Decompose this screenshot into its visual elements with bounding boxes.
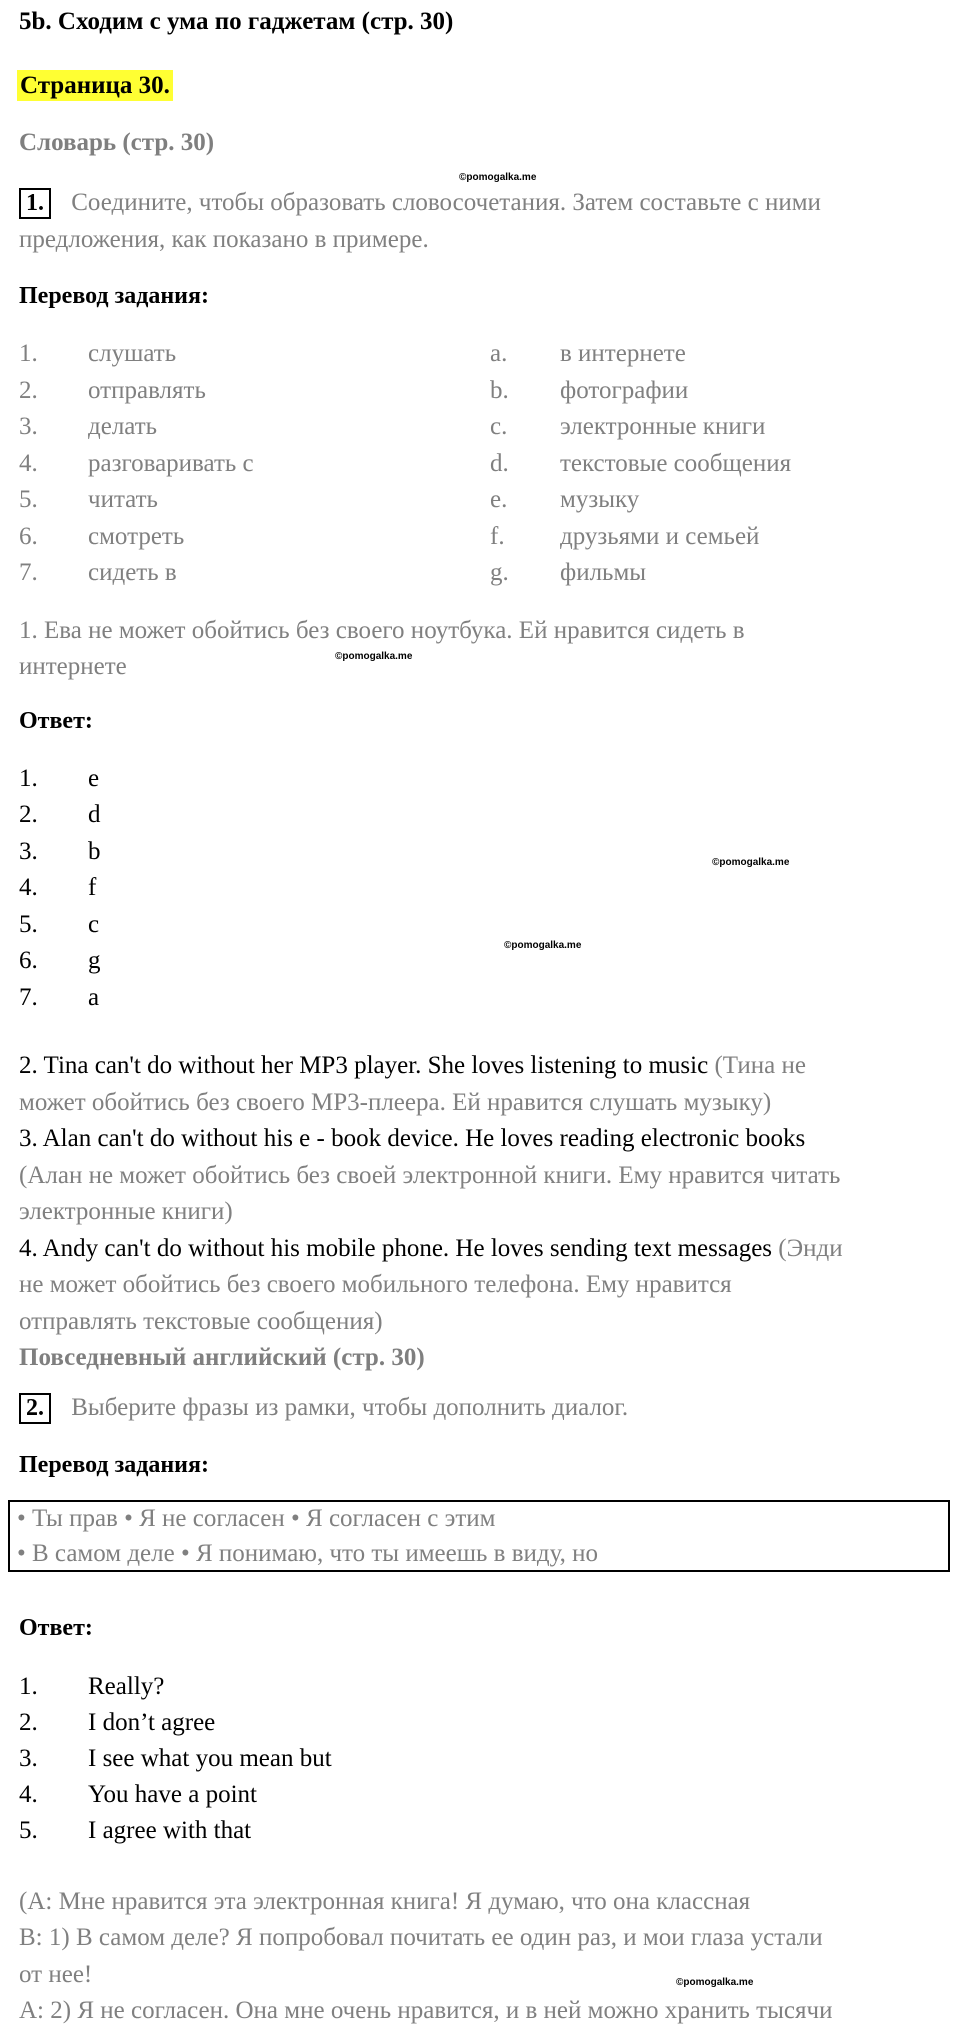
sentence-4-ru-end: отправлять текстовые сообщения) — [19, 1308, 383, 1335]
dialog-line: В: 1) В самом деле? Я попробовал почитать ее один раз, и мои глаза устали — [19, 1924, 823, 1951]
task2-answer-heading: Ответ: — [19, 1615, 93, 1641]
right-letter: c. — [490, 413, 508, 440]
sentence-4-line1 — [19, 1230, 843, 1267]
right-text: текстовые сообщения — [560, 450, 792, 477]
left-num: 2. — [19, 377, 38, 404]
right-letter: e. — [490, 486, 508, 513]
answer-value: I see what you mean but — [88, 1745, 332, 1772]
answer-num: 1. — [19, 1673, 38, 1700]
task1-number: 1. — [19, 188, 51, 219]
watermark: ©pomogalka.me — [335, 651, 413, 662]
right-text: в интернете — [560, 340, 686, 367]
answer-value: I don’t agree — [88, 1709, 216, 1736]
answer-num: 5. — [19, 1817, 38, 1844]
left-text: слушать — [88, 340, 177, 367]
left-text: читать — [88, 486, 158, 513]
task2-number: 2. — [19, 1393, 51, 1424]
left-text: смотреть — [88, 523, 185, 550]
answer-num: 4. — [19, 874, 38, 901]
right-letter: a. — [490, 340, 508, 367]
answer-value: Really? — [88, 1673, 165, 1700]
task1-instruction-line2: предложения, как показано в примере. — [19, 226, 429, 253]
watermark: ©pomogalka.me — [504, 940, 582, 951]
answer-num: 1. — [19, 765, 38, 792]
task1-instruction-line1: Соедините, чтобы образовать словосочетания. Затем составьте с ними — [71, 189, 821, 216]
right-text: фильмы — [560, 559, 647, 586]
watermark: ©pomogalka.me — [712, 857, 790, 868]
answer-value: You have a point — [88, 1781, 257, 1808]
answer-num: 5. — [19, 911, 38, 938]
task2-translation-heading: Перевод задания: — [19, 1452, 209, 1478]
left-num: 4. — [19, 450, 38, 477]
dialog-line: от нее! — [19, 1961, 93, 1988]
watermark: ©pomogalka.me — [459, 172, 537, 183]
dialog-line: А: 2) Я не согласен. Она мне очень нравится, и в ней можно хранить тысячи — [19, 1997, 833, 2024]
example-line1: 1. Ева не может обойтись без своего ноутбука. Ей нравится сидеть в — [19, 617, 745, 644]
right-letter: f. — [490, 523, 505, 550]
task1-translation-heading: Перевод задания: — [19, 283, 209, 309]
task1-answer-heading: Ответ: — [19, 708, 93, 734]
right-text: электронные книги — [560, 413, 766, 440]
answer-num: 7. — [19, 984, 38, 1011]
sentence-2-line1 — [19, 1047, 806, 1084]
answer-value: e — [88, 765, 100, 792]
sentence-3-ru: (Алан не может обойтись без своей электронной книги. Ему нравится читать — [19, 1162, 841, 1189]
sentence-2-en: 2. Tina can't do without her MP3 player. She loves listening to music — [19, 1052, 709, 1079]
answer-value: d — [88, 801, 101, 828]
right-letter: b. — [490, 377, 509, 404]
phrase-box-line2: • В самом деле • Я понимаю, что ты имеешь в виду, но — [17, 1540, 598, 1567]
right-letter: g. — [490, 559, 509, 586]
right-text: музыку — [560, 486, 640, 513]
answer-num: 3. — [19, 838, 38, 865]
answer-value: g — [88, 947, 101, 974]
right-text: фотографии — [560, 377, 689, 404]
everyday-heading: Повседневный английский (стр. 30) — [19, 1344, 425, 1371]
left-text: делать — [88, 413, 158, 440]
answer-num: 3. — [19, 1745, 38, 1772]
answer-num: 6. — [19, 947, 38, 974]
right-letter: d. — [490, 450, 509, 477]
sentence-2-ru-start: (Тина не — [714, 1052, 807, 1079]
answer-num: 2. — [19, 801, 38, 828]
answer-num: 2. — [19, 1709, 38, 1736]
page-label-text: Страница 30. — [17, 70, 173, 101]
answer-value: c — [88, 911, 100, 938]
right-text: друзьями и семьей — [560, 523, 760, 550]
sentence-4-ru: не может обойтись без своего мобильного телефона. Ему нравится — [19, 1271, 732, 1298]
answer-value: a — [88, 984, 100, 1011]
answer-value: b — [88, 838, 101, 865]
left-text: сидеть в — [88, 559, 177, 586]
sentence-2-ru: может обойтись без своего MP3-плеера. Ей нравится слушать музыку) — [19, 1089, 772, 1116]
left-text: отправлять — [88, 377, 206, 404]
watermark: ©pomogalka.me — [676, 1977, 754, 1988]
example-line2: интернете — [19, 653, 127, 680]
answer-num: 4. — [19, 1781, 38, 1808]
task1-instruction — [19, 188, 821, 219]
left-num: 5. — [19, 486, 38, 513]
sentence-3-en: 3. Alan can't do without his e - book device. He loves reading electronic books — [19, 1125, 806, 1152]
task2-instruction — [19, 1393, 628, 1424]
phrase-box-line1: • Ты прав • Я не согласен • Я согласен с этим — [17, 1505, 496, 1532]
left-num: 3. — [19, 413, 38, 440]
sentence-4-en: 4. Andy can't do without his mobile phone. He loves sending text messages — [19, 1235, 773, 1262]
answer-value: I agree with that — [88, 1817, 252, 1844]
left-num: 1. — [19, 340, 38, 367]
left-num: 6. — [19, 523, 38, 550]
task2-instruction-text: Выберите фразы из рамки, чтобы дополнить диалог. — [71, 1394, 629, 1421]
sentence-4-ru-start: (Энди — [778, 1235, 843, 1262]
vocab-heading: Словарь (стр. 30) — [19, 129, 215, 156]
answer-value: f — [88, 874, 97, 901]
page-title: 5b. Сходим с ума по гаджетам (стр. 30) — [19, 8, 454, 35]
dialog-line: (А: Мне нравится эта электронная книга! Я думаю, что она классная — [19, 1888, 751, 1915]
sentence-3-ru-end: электронные книги) — [19, 1198, 233, 1225]
left-num: 7. — [19, 559, 38, 586]
left-text: разговаривать с — [88, 450, 254, 477]
page-label — [17, 72, 173, 100]
